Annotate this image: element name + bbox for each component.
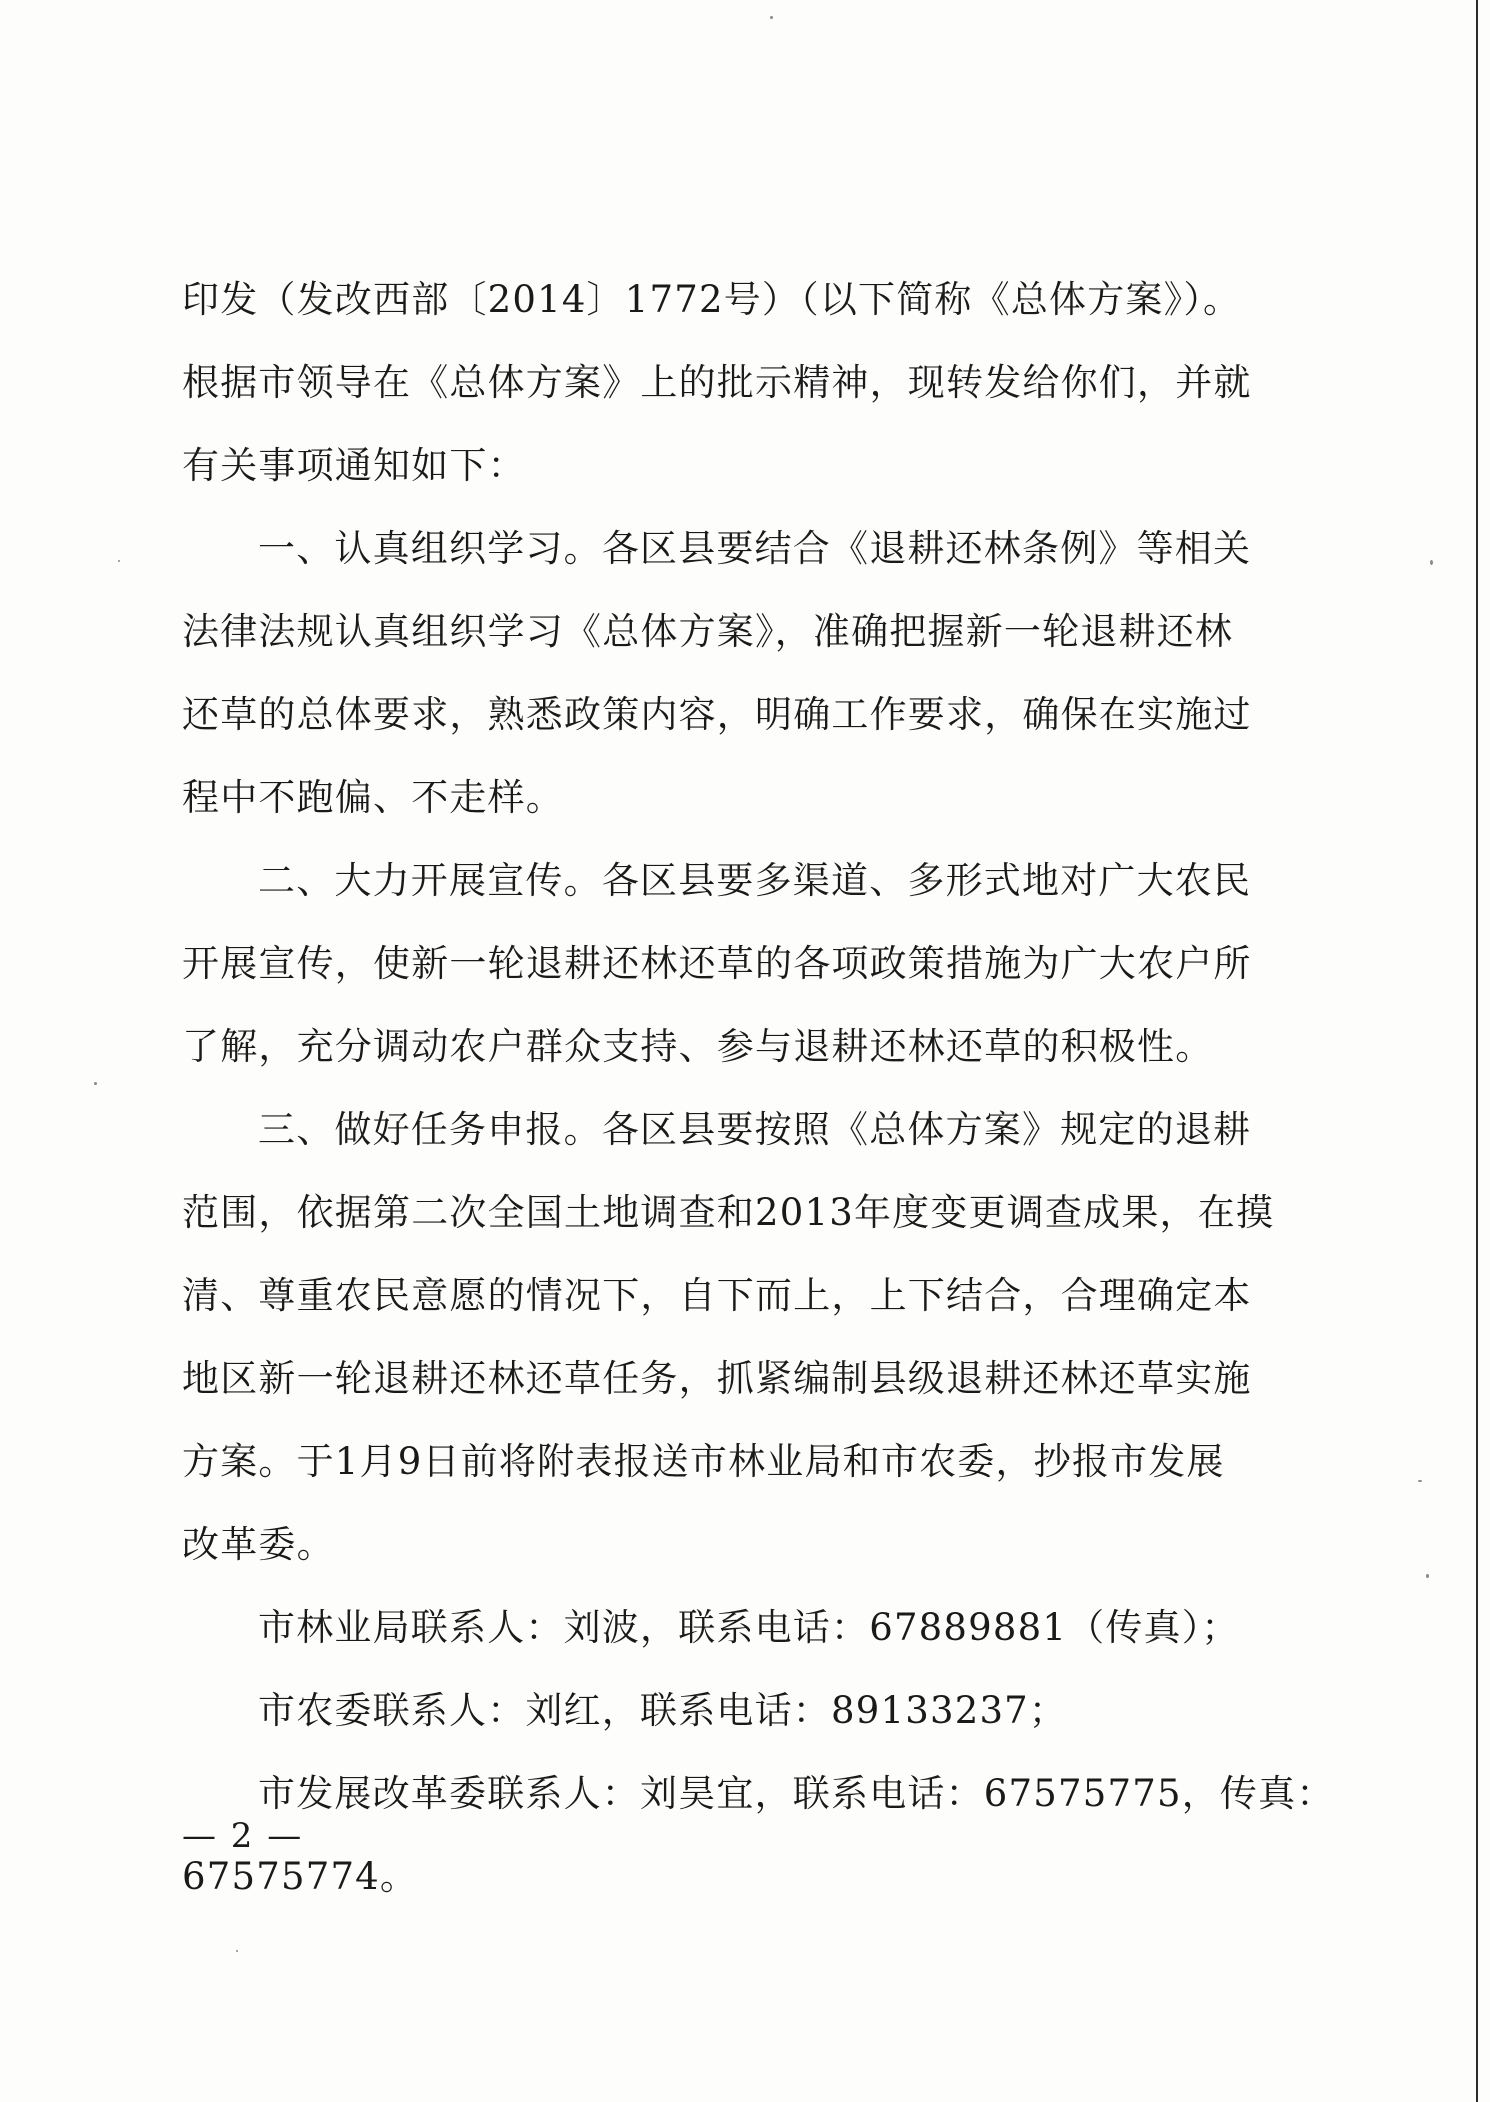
scan-speck xyxy=(1418,1480,1422,1482)
body-line-1: 印发（发改西部〔2014〕1772号）（以下简称《总体方案》）。 xyxy=(182,278,1242,321)
body-line-6: 还草的总体要求，熟悉政策内容，明确工作要求，确保在实施过 xyxy=(182,693,1252,736)
body-line-14: 地区新一轮退耕还林还草任务，抓紧编制县级退耕还林还草实施 xyxy=(182,1357,1252,1400)
scan-edge-line xyxy=(1476,0,1478,2102)
body-line-15: 方案。于1月9日前将附表报送市林业局和市农委，抄报市发展 xyxy=(182,1440,1225,1483)
section-1-heading-line: 一、认真组织学习。各区县要结合《退耕还林条例》等相关 xyxy=(258,527,1252,570)
scan-speck xyxy=(236,1950,238,1952)
scan-speck xyxy=(94,1082,97,1085)
scan-speck xyxy=(1430,560,1433,565)
document-body xyxy=(182,258,1335,1918)
body-line-10: 了解，充分调动农户群众支持、参与退耕还林还草的积极性。 xyxy=(182,1025,1214,1068)
body-line-2: 根据市领导在《总体方案》上的批示精神，现转发给你们，并就 xyxy=(182,361,1252,404)
body-line-7: 程中不跑偏、不走样。 xyxy=(182,776,564,819)
contact-agriculture-committee: 市农委联系人：刘红，联系电话：89133237； xyxy=(258,1689,1068,1732)
contact-fax-number: 67575774。 xyxy=(182,1855,419,1898)
body-line-5: 法律法规认真组织学习《总体方案》，准确把握新一轮退耕还林 xyxy=(182,610,1234,653)
body-line-16: 改革委。 xyxy=(182,1523,335,1566)
scan-speck xyxy=(118,560,120,562)
contact-forestry-bureau: 市林业局联系人：刘波，联系电话：67889881（传真）； xyxy=(258,1606,1240,1649)
body-line-3: 有关事项通知如下： xyxy=(182,444,526,487)
page-number: — 2 — xyxy=(182,1816,304,1856)
scan-speck xyxy=(1426,1574,1429,1578)
body-line-12: 范围，依据第二次全国土地调查和2013年度变更调查成果，在摸 xyxy=(182,1191,1275,1234)
scan-speck xyxy=(770,16,773,19)
body-line-13: 清、尊重农民意愿的情况下，自下而上，上下结合，合理确定本 xyxy=(182,1274,1252,1317)
section-2-heading-line: 二、大力开展宣传。各区县要多渠道、多形式地对广大农民 xyxy=(258,859,1252,902)
contact-development-reform-committee: 市发展改革委联系人：刘昊宜，联系电话：67575775，传真： xyxy=(258,1772,1335,1815)
body-line-9: 开展宣传，使新一轮退耕还林还草的各项政策措施为广大农户所 xyxy=(182,942,1252,985)
section-3-heading-line: 三、做好任务申报。各区县要按照《总体方案》规定的退耕 xyxy=(258,1108,1252,1151)
